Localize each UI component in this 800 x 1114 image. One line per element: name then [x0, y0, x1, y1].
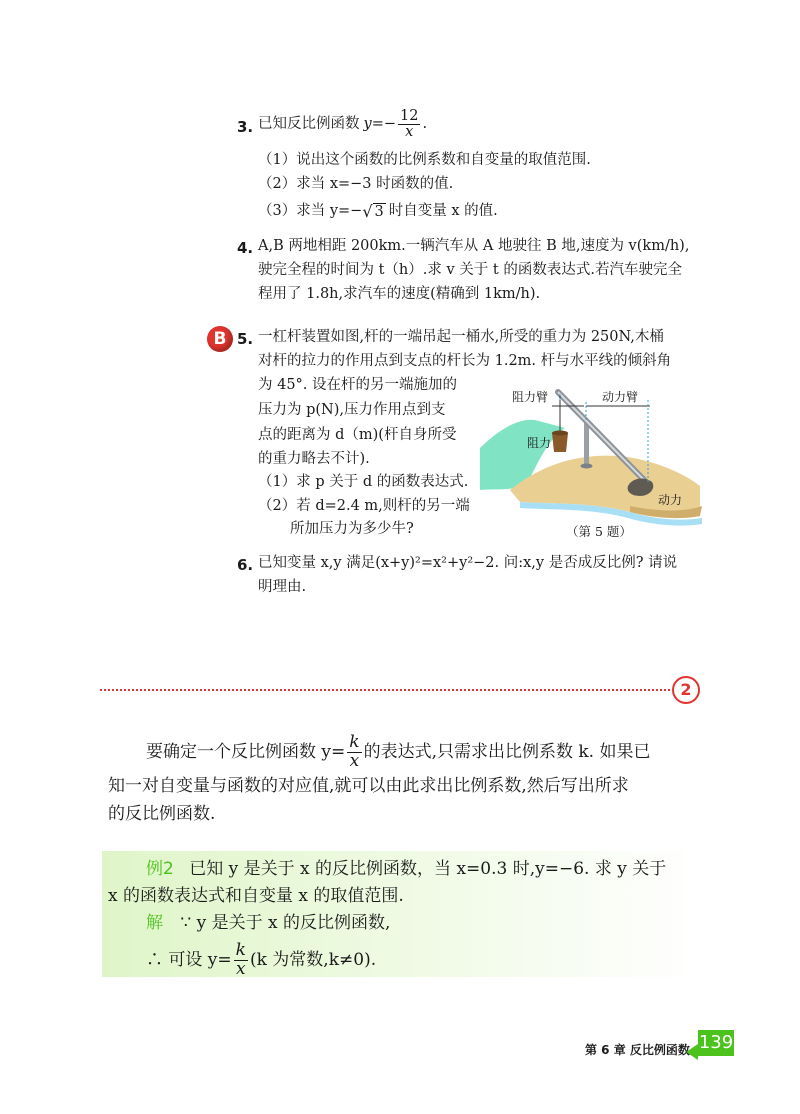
fraction-12-over-x: $\frac{12}{x}$	[400, 108, 419, 141]
question-5-sub-2: （2）若 d=2.4 m,则杆的另一端	[258, 498, 470, 514]
intro-paragraph-line-3: 的反比例函数.	[108, 804, 216, 824]
intro-paragraph-line-2: 知一对自变量与函数的对应值,就可以由此求出比例系数,然后写出所求	[108, 776, 629, 796]
sqrt-3: √ 3	[362, 202, 384, 221]
question-3-item-2: （2）求当 x=−3 时函数的值.	[258, 176, 454, 192]
question-3-stem: 已知反比例函数 y=− $\frac{12}{x}$ .	[258, 108, 428, 141]
question-3-item-1: （1）说出这个函数的比例系数和自变量的取值范围.	[258, 152, 591, 168]
page-number: 139	[698, 1030, 734, 1056]
question-5-line-1: 一杠杆装置如图,杆的一端吊起一桶水,所受的重力为 250N,木桶	[258, 329, 664, 345]
label-power: 动力	[658, 493, 683, 507]
section-divider	[100, 689, 670, 691]
question-5-side-3: 点的距离为 d（m)(杆自身所受	[258, 427, 457, 443]
question-5-line-2: 对杆的拉力的作用点到支点的杆长为 1.2m. 杆与水平线的倾斜角	[258, 353, 672, 369]
question-5-side-2: 压力为 p(N),压力作用点到支	[258, 402, 446, 418]
solution-line-2: ∴ 可设 y= $\frac{k}{x}$ (k 为常数,k≠0).	[146, 940, 377, 979]
intro-paragraph-line-1: 要确定一个反比例函数 y= $\frac{k}{x}$ 的表达式,只需求出比例系数 k. 如果已	[146, 732, 651, 771]
solution-line-1: 解 ∵ y 是关于 x 的反比例函数,	[146, 913, 391, 933]
question-4-line-2: 驶完全程的时间为 t（h）.求 v 关于 t 的函数表达式.若汽车驶完全	[258, 262, 682, 278]
lever-figure	[480, 378, 710, 538]
sqrt-sign-icon: √	[362, 202, 373, 221]
section-number-badge: 2	[672, 676, 700, 704]
question-4-number: 4.	[237, 239, 254, 257]
question-6-line-2: 明理由.	[258, 579, 307, 595]
question-5-side-1: 为 45°. 设在杆的另一端施加的	[258, 377, 458, 393]
label-resistance: 阻力	[527, 436, 552, 450]
fraction-k-over-x-solution: $\frac{k}{x}$	[235, 940, 246, 979]
footer-chapter-title: 第 6 章 反比例函数	[585, 1043, 690, 1057]
level-b-badge: B	[207, 326, 233, 352]
solution-label: 解	[146, 913, 163, 933]
label-power-arm: 动力臂	[602, 390, 639, 404]
question-3-item-3: （3）求当 y=− √ 3 时自变量 x 的值.	[258, 202, 498, 221]
question-5-number: 5.	[237, 330, 254, 348]
footer-arrow-icon	[686, 1044, 698, 1060]
question-6-number: 6.	[237, 556, 254, 574]
figure-caption: （第 5 题）	[566, 524, 632, 539]
example-2-line-2: x 的函数表达式和自变量 x 的取值范围.	[108, 886, 404, 906]
question-3-number: 3.	[237, 118, 254, 136]
fraction-k-over-x: $\frac{k}{x}$	[349, 732, 360, 771]
label-resist-arm: 阻力臂	[512, 390, 549, 404]
question-5-side-4: 的重力略去不计).	[258, 451, 370, 467]
question-4-line-3: 程用了 1.8h,求汽车的速度(精确到 1km/h).	[258, 286, 541, 302]
question-5-sub-2-cont: 所加压力为多少牛?	[290, 521, 414, 537]
question-5-sub-1: （1）求 p 关于 d 的函数表达式.	[258, 474, 469, 490]
example-2-line-1: 例2 已知 y 是关于 x 的反比例函数，当 x=0.3 时,y=−6. 求 y 关于	[146, 859, 667, 879]
example-2-label: 例2	[146, 859, 174, 879]
question-4-line-1: A,B 两地相距 200km.一辆汽车从 A 地驶往 B 地,速度为 v(km/h),	[258, 238, 690, 254]
question-6-line-1: 已知变量 x,y 满足(x+y)²=x²+y²−2. 问:x,y 是否成反比例? 请说	[258, 555, 678, 571]
